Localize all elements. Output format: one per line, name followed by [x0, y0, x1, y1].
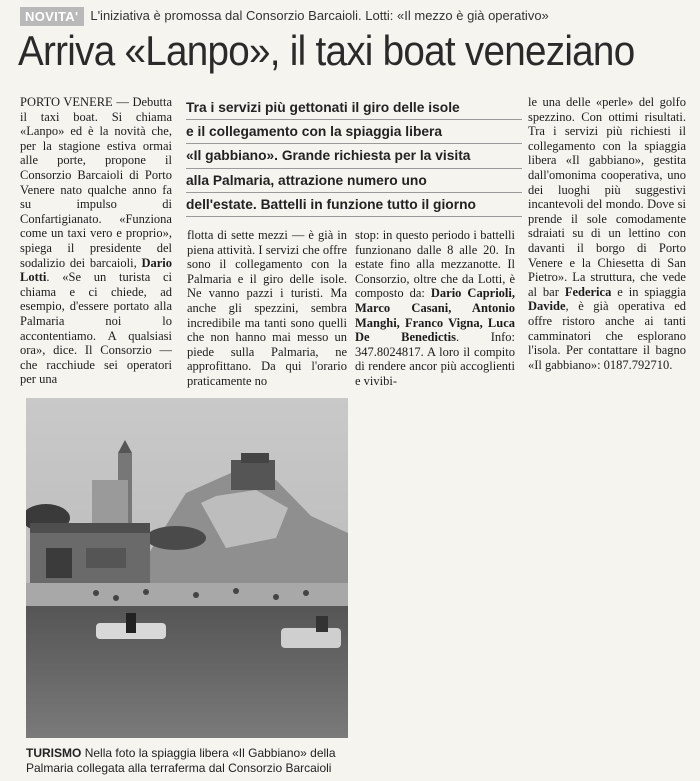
- person-name: Dario Lotti: [20, 255, 172, 285]
- lead-line: e il collegamento con la spiaggia libera: [186, 120, 522, 144]
- caption-text: Nella foto la spiaggia libera «Il Gabbiano» della Palmaria collegata alla terraferma dal Consorzio Barcaioli: [26, 746, 336, 775]
- caption-label: TURISMO: [26, 746, 82, 760]
- column-1-text: PORTO VENERE — Debutta il taxi boat. Si chiama «Lanpo» ed è la novità che, per la stagione estiva ormai alle porte, propone il Consorzio Barcaioli di Porto Venere nato qualche anno fa su impulso di Confartigianato. «Funziona come un taxi vero e proprio», spiega il presidente del sodalizio dei barcaioli, Dario Lotti. «Se un turista ci chiama e ci chiede, ad esempio, d'essere portato alla Palmaria noi lo accontentiamo. A qualsiasi ora», dice. Il Consorzio — che racchiude sei operatori per una: [20, 95, 173, 387]
- column-3-text: stop: in questo periodo i battelli funzionano dalle 8 alle 20. In estate fino alla mezzanotte. Il Consorzio, oltre che da Lotti, è composto da: Dario Caprioli, Marco Casani, Antonio Manghi, Franco Vigna, Luca De Benedictis. Info: 347.8024817. A loro il compito di rendere ancor più accoglienti e vivibi-: [355, 228, 515, 388]
- column-1: [20, 95, 172, 387]
- column-3: [355, 228, 515, 389]
- kicker-row: [20, 4, 690, 26]
- dateline: PORTO VENERE: [20, 95, 113, 109]
- headline: Arriva «Lanpo», il taxi boat veneziano: [18, 27, 635, 74]
- photo-caption: [26, 746, 366, 776]
- person-name: Davide: [528, 299, 566, 314]
- column-4-text: le una delle «perle» del golfo spezzino. Con ottimi risultati. Tra i servizi più richiesti il collegamento con la spiaggia libera «Il gabbiano», gestita dall'omonima cooperativa, uno dei luoghi più suggestivi incantevoli del mondo. Dove si prende il sole comodamente sdraiati su di un lettino con davanti il borgo di Porto Venere e la Chiesetta di San Pietro». La struttura, che vede al bar Federica e in spiaggia Davide, è già operativa ed offre ristoro anche ai tanti camminatori che esplorano l'isola. Per contattare il bagno «Il gabbiano»: 0187.792710.: [528, 95, 687, 372]
- lead-line: Tra i servizi più gettonati il giro delle isole: [186, 96, 522, 120]
- lead-line: «Il gabbiano». Grande richiesta per la visita: [186, 144, 522, 168]
- lead-box: [186, 96, 522, 217]
- lead-line: dell'estate. Battelli in funzione tutto il giorno: [186, 193, 522, 217]
- lead-line: alla Palmaria, attrazione numero uno: [186, 169, 522, 193]
- column-2-text: flotta di sette mezzi — è già in piena attività. I servizi che offre sono il collegamento con la Palmaria e il giro delle isole. Ne vanno pazzi i turisti. Ma anche gli spezzini, sembra incredibile ma tanti sono quelli che non hanno mai messo un piede sulla Palmaria, ne approfittano. Da qui l'orario praticamente no: [187, 228, 347, 388]
- person-name: Federica: [564, 284, 612, 299]
- section-tag: NOVITA': [20, 7, 84, 26]
- kicker-text: L'iniziativa è promossa dal Consorzio Barcaioli. Lotti: «Il mezzo è già operativo»: [90, 7, 549, 23]
- column-4: [528, 95, 686, 372]
- column-2: [187, 228, 347, 389]
- member-names: Dario Caprioli, Marco Casani, Antonio Manghi, Franco Vigna, Luca De Benedictis: [355, 286, 515, 345]
- beach-photo: [26, 398, 348, 738]
